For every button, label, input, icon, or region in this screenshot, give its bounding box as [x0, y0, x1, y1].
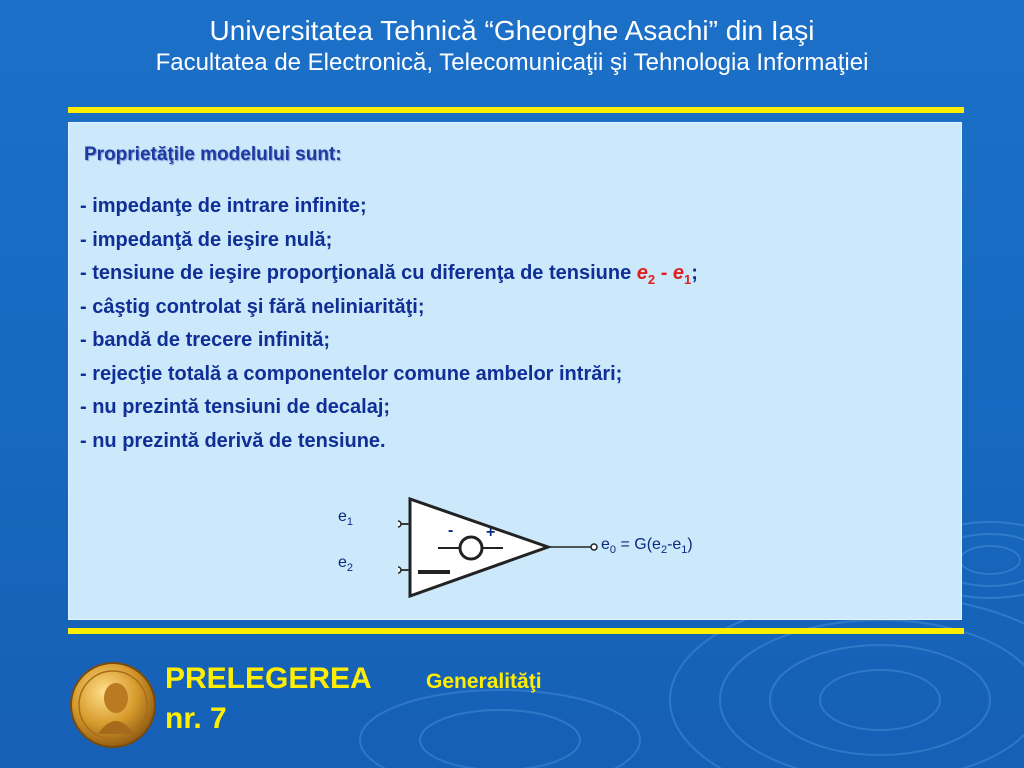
list-item: - rejecţie totală a componentelor comune ambelor intrări; [80, 362, 623, 385]
list-item: - bandă de trecere infinită; [80, 329, 331, 351]
university-medal-logo [68, 660, 158, 750]
list-item-text: - tensiune de ieşire proporţională cu diferenţa de tensiune [80, 262, 637, 284]
expr-e2: $e_2$ [636, 262, 656, 287]
top-divider [68, 107, 964, 113]
expr-e1: $e_1$ [672, 262, 692, 287]
faculty-name: Facultatea de Electronică, Telecomunicaţii şi Tehnologia Informaţiei [155, 49, 869, 76]
input-e1-label: $e_1$ [338, 508, 354, 529]
expr-end: ; [691, 262, 698, 284]
properties-list [80, 190, 698, 458]
content-panel [68, 122, 962, 620]
university-name: Universitatea Tehnică “Gheorghe Asachi” din Iaşi [209, 15, 815, 46]
expr-minus: - [655, 262, 673, 284]
output-label: $e_0 = G(e_2-e_1)$ [601, 536, 693, 557]
minus-sign: - [448, 522, 454, 539]
list-item: - nu prezintă derivă de tensiune. [80, 429, 386, 452]
lecture-subtitle: Generalităţi [426, 670, 542, 693]
list-item [80, 257, 698, 291]
list-item: - câştig controlat şi fără neliniarităţi; [80, 295, 425, 318]
plus-sign: + [486, 524, 496, 541]
list-item: - impedanţe de intrare infinite; [80, 195, 367, 217]
section-heading: Proprietăţile modelului sunt: [84, 144, 342, 165]
op-amp-diagram [338, 494, 718, 609]
lecture-number: nr. 7 [165, 702, 227, 735]
bottom-divider [68, 628, 964, 634]
list-item: - impedanţă de ieşire nulă; [80, 228, 333, 251]
slide-header [0, 14, 1024, 78]
input-e2-label: $e_2$ [338, 554, 354, 575]
list-item: - nu prezintă tensiuni de decalaj; [80, 396, 391, 418]
lecture-title: PRELEGEREA [165, 662, 372, 695]
